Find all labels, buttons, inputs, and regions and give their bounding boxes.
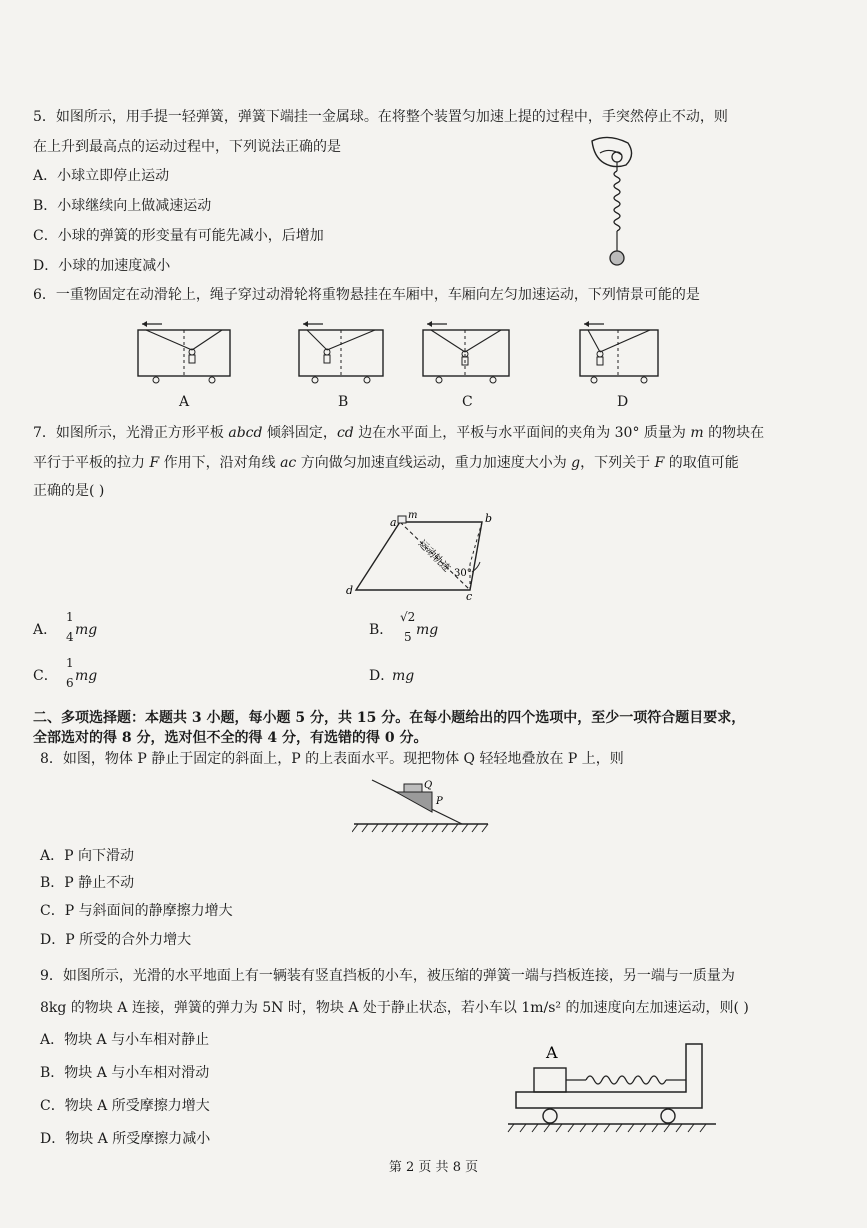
q7-stem-line3: 正确的是( ): [33, 483, 105, 499]
q7-angle-label: 30°: [454, 568, 472, 579]
q6-label-c: C: [462, 394, 473, 410]
q6-label-a: A: [179, 394, 190, 410]
q5-spring-figure: [570, 135, 660, 270]
q9-stem-line2: 8kg 的物块 A 连接，弹簧的弹力为 5N 时，物块 A 处于静止状态，若小车以 1m/s² 的加速度向左加速运动，则( ): [40, 1000, 749, 1016]
q8-option-a: A．P 向下滑动: [40, 848, 134, 864]
q5-option-a: A．小球立即停止运动: [33, 168, 170, 184]
q7-option-d-label: D．: [369, 668, 395, 684]
q7-label-d: d: [346, 584, 354, 597]
q7-label-a: a: [390, 516, 397, 529]
q7-option-a-unit: mg: [75, 622, 98, 638]
q7-option-b-unit: mg: [416, 622, 439, 638]
q5-option-c: C．小球的弹簧的形变量有可能先减小，后增加: [33, 228, 324, 244]
q7-label-b: b: [485, 512, 493, 525]
q8-stem: 8．如图，物体 P 静止于固定的斜面上，P 的上表面水平。现把物体 Q 轻轻地叠放在 P 上，则: [40, 751, 624, 767]
q6-label-d: D: [617, 394, 629, 410]
q9-option-b: B．物块 A 与小车相对滑动: [40, 1065, 210, 1081]
q9-option-d: D．物块 A 所受摩擦力减小: [40, 1131, 211, 1147]
q7-option-c-denominator: 6: [66, 676, 74, 690]
q7-label-c: c: [466, 590, 473, 600]
q7-label-m: m: [408, 510, 418, 521]
q5-stem-line2: 在上升到最高点的运动过程中，下列说法正确的是: [33, 139, 341, 155]
q8-label-q: Q: [424, 780, 433, 791]
q8-option-c: C．P 与斜面间的静摩擦力增大: [40, 903, 233, 919]
q6-stem: 6．一重物固定在动滑轮上，绳子穿过动滑轮将重物悬挂在车厢中，车厢向左匀加速运动，下列情景可能的是: [33, 287, 700, 303]
q7-option-c-unit: mg: [75, 668, 98, 684]
q7-option-a-denominator: 4: [66, 630, 74, 644]
q7-option-c-label: C．: [33, 668, 58, 684]
q9-label-a: A: [546, 1043, 558, 1062]
q6-label-b: B: [338, 394, 349, 410]
q7-option-b-label: B．: [369, 622, 394, 638]
q9-cart-figure: [506, 1040, 718, 1140]
q9-option-c: C．物块 A 所受摩擦力增大: [40, 1098, 210, 1114]
q7-option-b-denominator: 5: [404, 630, 412, 644]
section2-heading-line2: 全部选对的得 8 分，选对但不全的得 4 分，有选错的得 0 分。: [33, 730, 428, 746]
q7-path-label: 运动轨迹: [415, 538, 452, 575]
q7-stem-line1: 7．如图所示，光滑正方形平板 abcd 倾斜固定，cd 边在水平面上，平板与水平面间的夹角为 30° 质量为 m 的物块在: [33, 425, 765, 441]
q7-option-a-label: A．: [33, 622, 58, 638]
q6-figure-d: [578, 318, 678, 388]
q6-figure-b: [297, 318, 397, 388]
q9-option-a: A．物块 A 与小车相对静止: [40, 1032, 210, 1048]
q7-option-c-numerator: 1: [66, 656, 74, 670]
q9-stem-line1: 9．如图所示，光滑的水平地面上有一辆装有竖直挡板的小车，被压缩的弹簧一端与挡板连接，另一端与一质量为: [40, 968, 735, 984]
q7-plate-figure: [342, 508, 502, 600]
q6-figure-a: [136, 318, 236, 388]
page-footer: 第 2 页 共 8 页: [388, 1160, 479, 1175]
q7-option-b-numerator: √2: [400, 610, 416, 624]
q6-figure-c: [421, 318, 521, 388]
q8-option-b: B．P 静止不动: [40, 875, 135, 891]
q7-option-a-numerator: 1: [66, 610, 74, 624]
q5-option-b: B．小球继续向上做减速运动: [33, 198, 212, 214]
q7-stem-line2: 平行于平板的拉力 F 作用下，沿对角线 ac 方向做匀加速直线运动，重力加速度大小为 g，下列关于 F 的取值可能: [33, 455, 739, 471]
q8-label-p: P: [436, 796, 443, 807]
q8-option-d: D．P 所受的合外力增大: [40, 932, 192, 948]
section2-heading-line1: 二、多项选择题：本题共 3 小题，每小题 5 分，共 15 分。在每小题给出的四个选项中，至少一项符合题目要求，: [33, 710, 746, 726]
q8-incline-figure: [352, 772, 492, 838]
q5-stem-line1: 5．如图所示，用手提一轻弹簧，弹簧下端挂一金属球。在将整个装置匀加速上提的过程中，手突然停止不动，则: [33, 109, 728, 125]
q7-option-d-unit: mg: [392, 668, 415, 684]
q5-option-d: D．小球的加速度减小: [33, 258, 171, 274]
